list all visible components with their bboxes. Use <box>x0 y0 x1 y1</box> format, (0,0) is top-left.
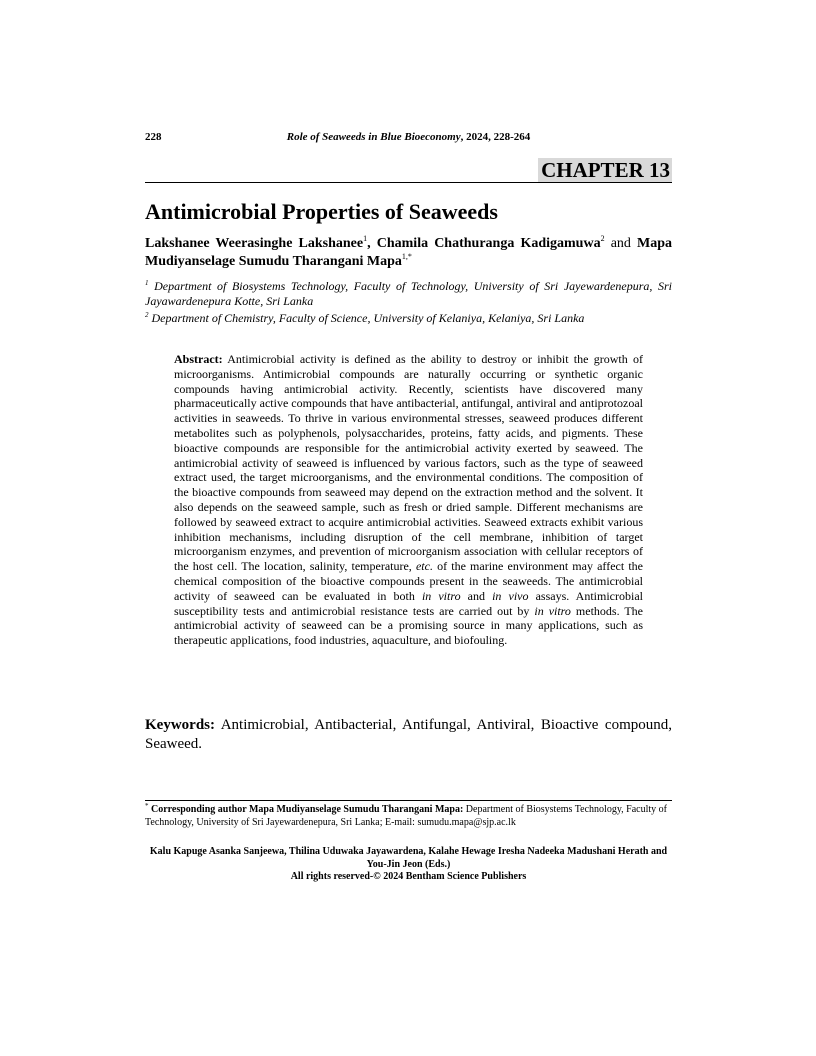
abstract <box>174 352 643 648</box>
footnote-divider <box>145 800 672 801</box>
author-affiliation-mark: 1 <box>363 234 368 243</box>
affiliation-text: Department of Biosystems Technology, Faculty of Technology, University of Sri Jayewardenepura, Sri Jayawardenepura Kotte, Sri Lanka <box>145 279 672 308</box>
abstract-emphasis: etc. <box>415 559 433 574</box>
book-editors <box>145 846 672 884</box>
paper-title: Antimicrobial Properties of Seaweeds <box>145 199 498 224</box>
footnote-text: Department of Biosystems Technology, Faculty of Technology, University of Sri Jayewardenepura, Sri Lanka; E-mail: sumudu.mapa@sjp.ac.lk <box>145 804 668 828</box>
page-number: 228 <box>145 131 162 143</box>
abstract-text: methods. The antimicrobial activity of seaweed can be a promising source in many applications, such as therapeutic applications, food industries, aquaculture, and biofouling. <box>174 603 643 648</box>
author-separator: , <box>367 236 377 251</box>
author-conjunction: and <box>604 236 638 251</box>
abstract-emphasis: in vitro <box>421 588 461 603</box>
author-name: Chamila Chathuranga Kadigamuwa <box>376 236 601 251</box>
header-divider <box>145 182 672 183</box>
journal-citation <box>145 131 672 143</box>
affiliation-mark: 1 <box>145 279 149 287</box>
editors-line: Kalu Kapuge Asanka Sanjeewa, Thilina Uduwaka Jayawardena, Kalahe Hewage Iresha Nadeeka Madushani Herath and You-Jin Jeon (Eds.) <box>149 846 668 870</box>
affiliation-mark: 2 <box>145 311 149 319</box>
keywords-text: Antimicrobial, Antibacterial, Antifungal, Antiviral, Bioactive compound, Seaweed. <box>145 717 672 752</box>
chapter-label: CHAPTER 13 <box>538 158 672 182</box>
abstract-text: Antimicrobial activity is defined as the ability to destroy or inhibit the growth of microorganisms. Antimicrobial compounds are naturally occurring or synthetic organic compounds having antimicrobial activity. Recently, scientists have discovered many pharmaceutically active compounds that have antibacterial, antifungal, antiviral and antiprotozoal activities in seaweeds. To thrive in various environmental stresses, seaweed produces different metabolites such as polyphenols, polysaccharides, proteins, fatty acids, and pigments. These bioactive compounds are responsible for the antimicrobial activity exerted by seaweed. The antimicrobial activity of seaweed is influenced by various factors, such as the type of seaweed extract used, the target microorganisms, and the environmental conditions. The composition of the bioactive compounds from seaweed may depend on the extraction method and the solvent. It also depends on the seaweed sample, such as fresh or dried sample. Different mechanisms are followed by seaweed extract to acquire antimicrobial activities. Seaweed extracts exhibit various inhibition mechanisms, including disruption of the cell membrane, inhibition of target microorganism enzymes, and prevention of microorganism association with cellular receptors of the host cell. The location, salinity, temperature, <box>174 352 643 574</box>
footnote-mark: * <box>145 802 149 810</box>
corresponding-author-footnote <box>145 803 672 829</box>
abstract-text: assays. Antimicrobial susceptibility tests and antimicrobial resistance tests are carried out by <box>174 588 643 618</box>
footnote-label: Corresponding author Mapa Mudiyanselage Sumudu Tharangani Mapa: <box>148 804 464 815</box>
affiliation <box>145 311 672 326</box>
author-affiliation-mark: 2 <box>600 234 605 243</box>
abstract-emphasis: in vivo <box>492 588 529 603</box>
journal-volume-pages: , 2024, 228-264 <box>460 131 531 143</box>
copyright-line: All rights reserved-© 2024 Bentham Science Publishers <box>290 871 527 882</box>
author-affiliation-mark: 1,* <box>401 252 412 261</box>
running-head <box>145 131 672 147</box>
abstract-text: and <box>460 588 493 603</box>
keywords <box>145 716 672 754</box>
journal-title: Role of Seaweeds in Blue Bioeconomy <box>286 131 461 143</box>
affiliation <box>145 279 672 309</box>
abstract-label: Abstract: <box>174 352 223 366</box>
author-name: Lakshanee Weerasinghe Lakshanee <box>145 236 364 251</box>
author-list <box>145 235 672 271</box>
affiliation-text: Department of Chemistry, Faculty of Science, University of Kelaniya, Kelaniya, Sri Lanka <box>148 311 585 325</box>
abstract-emphasis: in vitro <box>534 603 571 618</box>
author-name: Mapa Mudiyanselage Sumudu Tharangani Mapa <box>145 236 673 269</box>
keywords-label: Keywords: <box>145 717 215 733</box>
abstract-text: of the marine environment may affect the chemical composition of the bioactive compounds present in the seaweeds. The antimicrobial activity of seaweed can be evaluated in both <box>174 559 644 603</box>
